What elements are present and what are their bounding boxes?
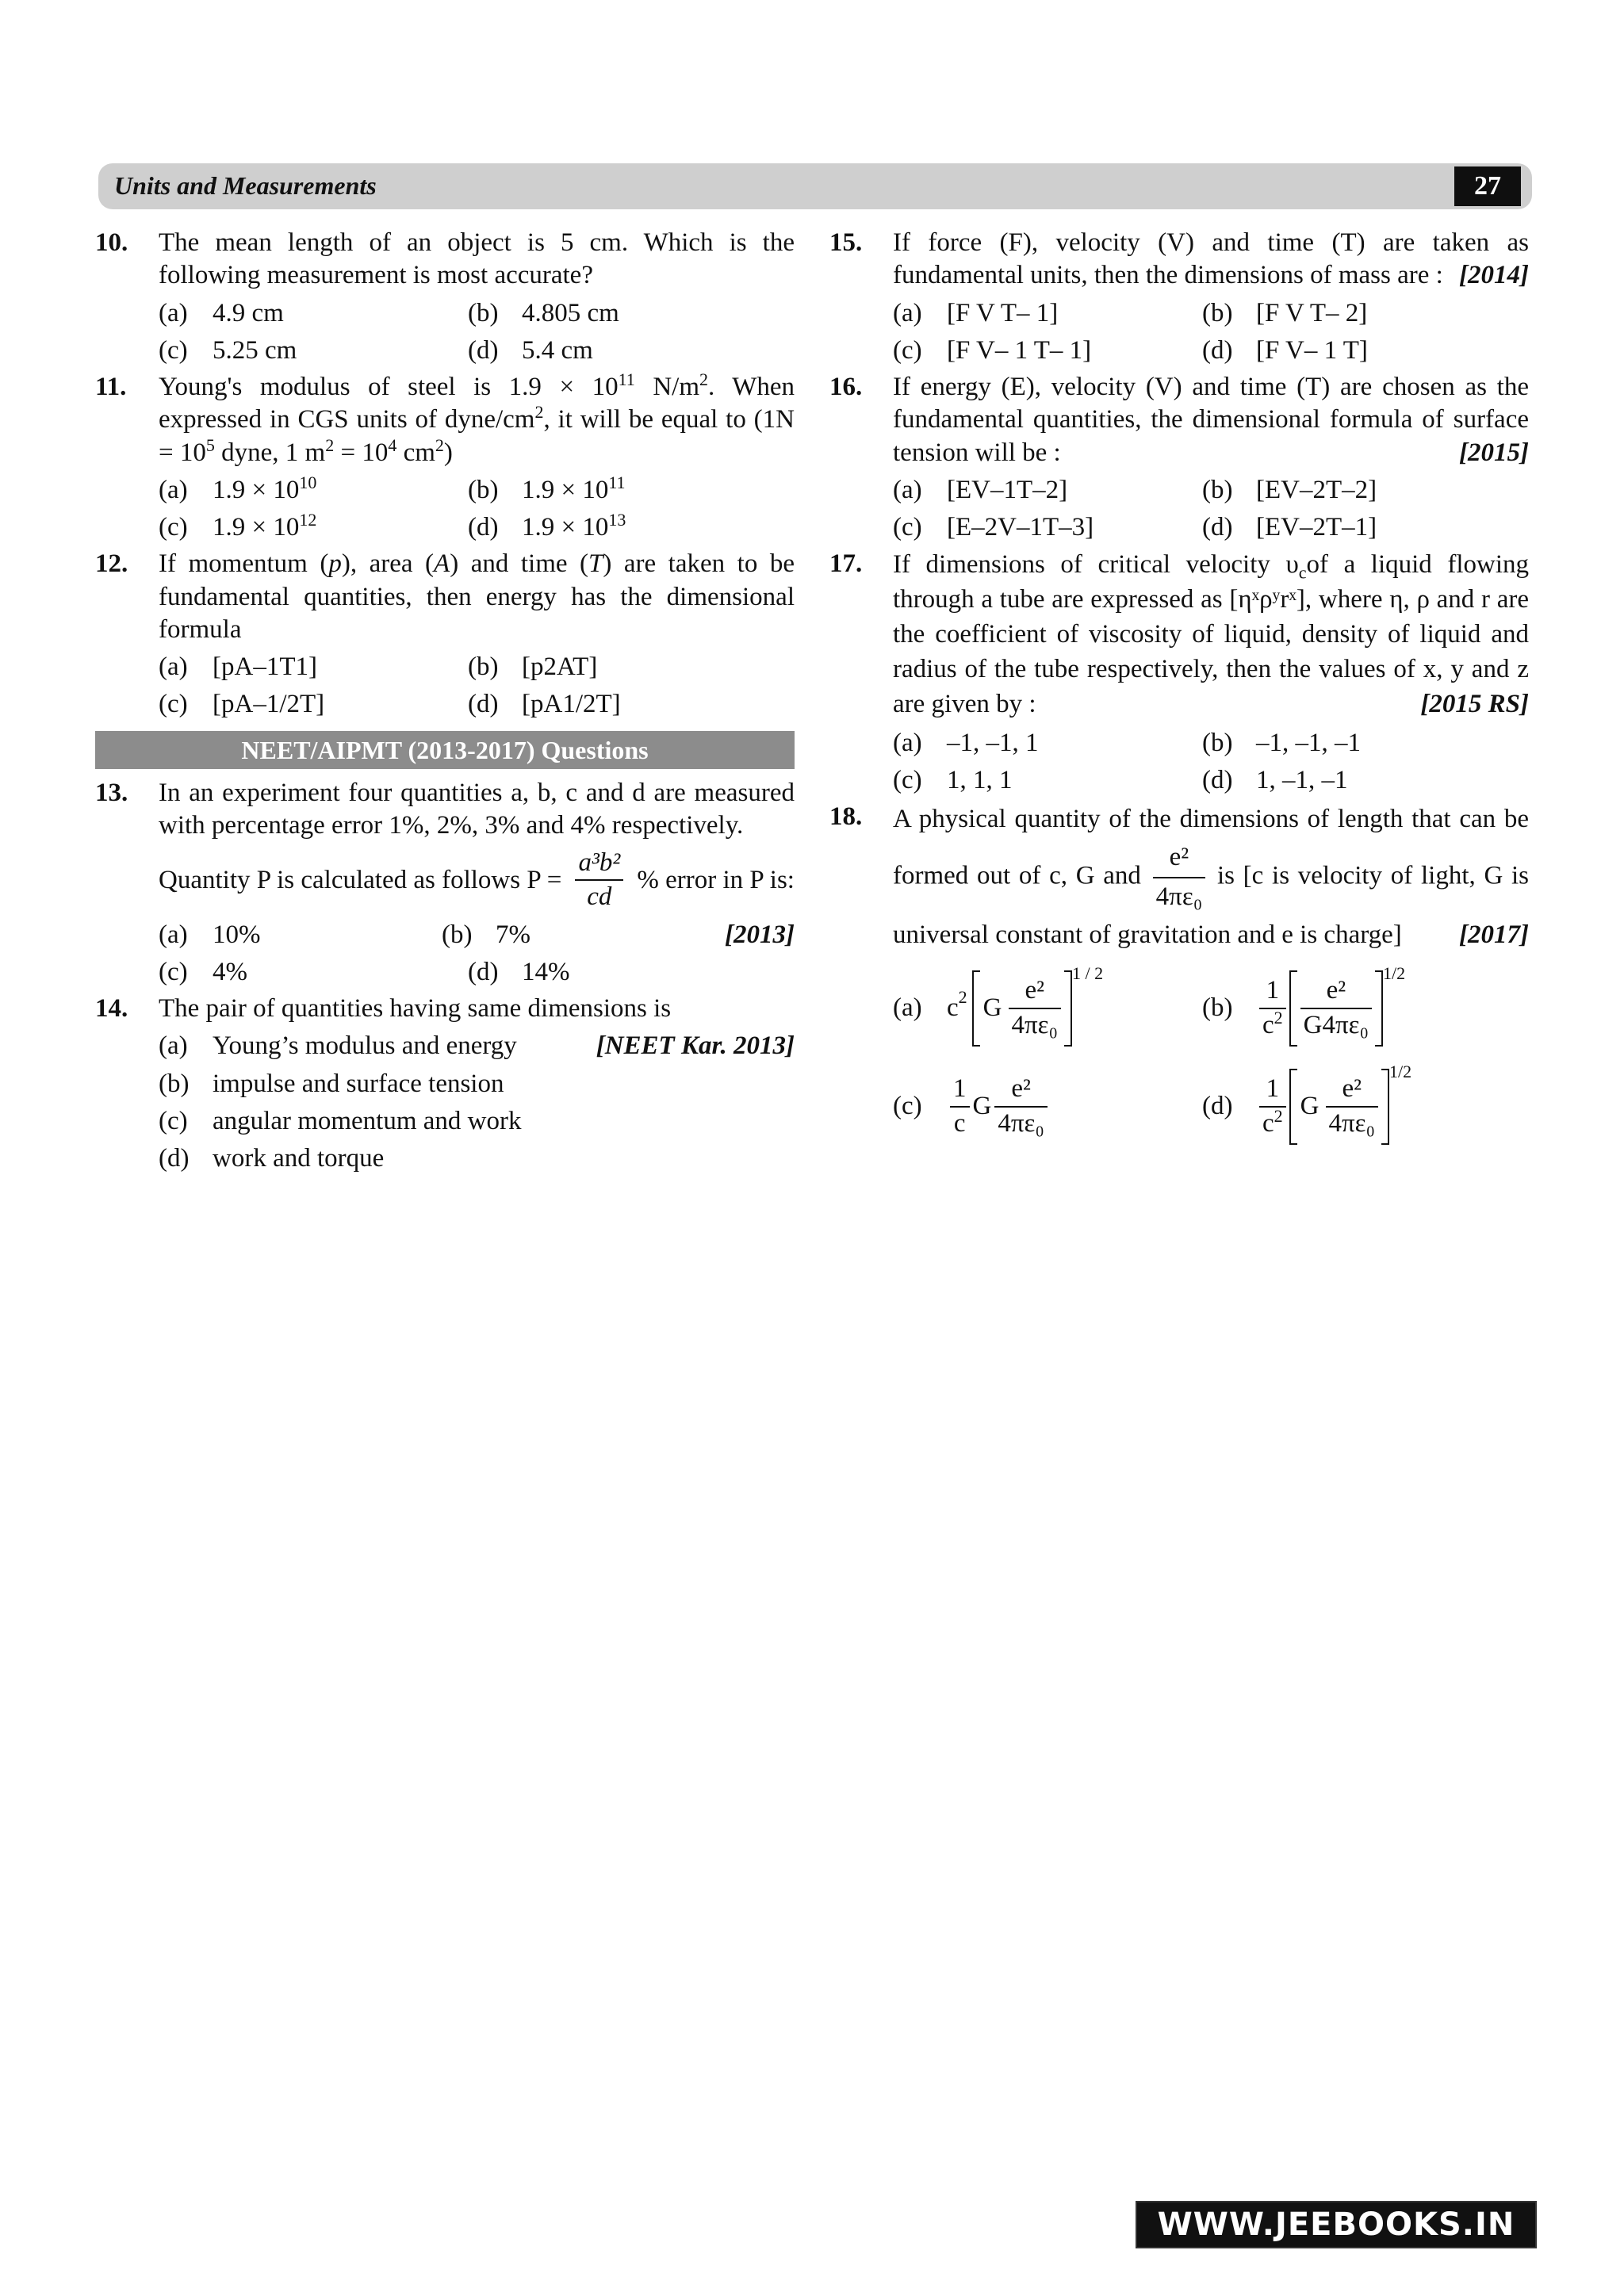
section-heading: NEET/AIPMT (2013-2017) Questions <box>95 731 795 769</box>
question-text: The mean length of an object is 5 cm. Which is the following measurement is most accurate? <box>159 228 795 290</box>
option-a: (a) –1, –1, 1 <box>893 728 1039 757</box>
question-13: 13. In an experiment four quantities a, b, c and d are measured with percentage error 1%, 2%, 3% and 4% respectively. Quantity P is calculated as follows P = $\frac{\text{a³b²}}{cd}$ % error in P is: <box>95 777 795 914</box>
option-c: (c) $1.9 \times 10^{12}$ <box>159 510 317 541</box>
option-a: (a) c $^2$ G $\frac{\text{e²}}{\text{4πε₀}}$ $^{1 / 2}$ <box>893 970 1202 1047</box>
options-11 <box>159 474 795 545</box>
option-b: (b) 7% <box>442 920 530 949</box>
option-c: (c) angular momentum and work <box>159 1106 522 1135</box>
question-text: If force (F), velocity (V) and time (T) are taken as fundamental units, then the dimensions of mass are : [2014] <box>893 227 1529 293</box>
option-b: (b) [F V T– 2] <box>1202 298 1368 327</box>
options-12 <box>159 651 795 721</box>
options-13 <box>159 919 795 989</box>
question-16 <box>829 371 1529 469</box>
watermark-link[interactable]: WWW.JEEBOOKS.IN <box>1136 2201 1537 2248</box>
option-c: (c) [E–2V–1T–3] <box>893 513 1094 541</box>
option-a: (a) [EV–1T–2] <box>893 475 1068 504</box>
option-c: (c) [pA–1/2T] <box>159 690 325 719</box>
question-text: If energy (E), velocity (V) and time (T) are chosen as the fundamental quantities, the dimensional formula of surface tension will be : [2015] <box>893 371 1529 469</box>
option-a: (a) 4.9 cm <box>159 298 284 327</box>
right-column <box>829 227 1529 1149</box>
question-number: 14. <box>95 994 128 1023</box>
question-number: 12. <box>95 549 128 579</box>
question-text: If dimensions of critical velocity $\upsilon_cof$ a liquid flowing through a tube are expressed as [ηˣρʸrˣ], where η, ρ and r are the coefficient of viscosity of liquid, density of liquid and radius of the tube respectively, then the values of x, y and z are given by : [2015 RS] <box>893 548 1529 721</box>
question-number: 18. <box>829 802 863 832</box>
year-tag: [2017] <box>1459 920 1529 949</box>
option-c: (c) 4% <box>159 957 247 986</box>
question-number: 16. <box>829 373 863 401</box>
option-d: (d) [EV–2T–1] <box>1202 513 1377 541</box>
question-12 <box>95 548 795 646</box>
option-a: (a) $1.9 \times 10^{10}$ <box>159 472 317 504</box>
option-d: (d) [pA1/2T] <box>468 690 621 719</box>
option-d: (d) 1, –1, –1 <box>1202 765 1348 794</box>
question-number: 11. <box>95 373 127 401</box>
options-15 <box>893 297 1529 368</box>
question-text: A physical quantity of the dimensions of length that can be formed out of c, G and $\frac{\text{e²}}{\text{4πε₀}}$ is [c is velocity of light, G is universal constant of gravitation and e is charge] [2017] <box>893 801 1529 954</box>
question-text: In an experiment four quantities a, b, c and d are measured with percentage error 1%, 2%, 3% and 4% respectively. <box>159 778 795 840</box>
options-14 <box>159 1030 795 1175</box>
option-c: (c) 5.25 cm <box>159 335 297 365</box>
left-column <box>95 227 795 1179</box>
question-18 <box>829 801 1529 954</box>
option-d: (d) $1.9 \times 10^{13}$ <box>468 510 626 541</box>
question-text: Young's modulus of steel is $1.9 \times 10^{11}$ $N/m^2$. When expressed in CGS units of dyne/$cm^2$, it will be equal to ($1N = 10^5$ dyne, 1 $m^2 = 10^4$ $cm^2$) <box>159 369 795 467</box>
options-16 <box>893 474 1529 545</box>
question-number: 10. <box>95 228 128 257</box>
option-b: (b) [p2AT] <box>468 652 598 681</box>
option-c: (c) 1, 1, 1 <box>893 765 1013 794</box>
year-tag: [NEET Kar. 2013] <box>596 1031 795 1061</box>
question-number: 15. <box>829 228 863 257</box>
options-17 <box>893 727 1529 798</box>
option-d: (d) $\frac{1}{c^2}$ G $\frac{\text{e²}}{\text{4πε₀}}$ $^{1/2}$ <box>1202 1069 1511 1145</box>
option-d: (d) 14% <box>468 957 570 986</box>
fraction: $\frac{\text{e²}}{\text{4πε₀}}$ <box>1153 839 1206 916</box>
question-text: If momentum (p), area (A) and time (T) are taken to be fundamental quantities, then energy has the dimensional formula <box>159 549 795 644</box>
year-tag: [2015] <box>1459 438 1529 467</box>
question-11 <box>95 371 795 469</box>
question-number: 13. <box>95 778 128 807</box>
option-d: (d) [F V– 1 T] <box>1202 335 1368 365</box>
option-c: (c) [F V– 1 T– 1] <box>893 335 1092 365</box>
chapter-title: Units and Measurements <box>114 171 377 200</box>
options-18 <box>893 962 1529 1145</box>
option-c: (c) $\frac{1}{c}$ G $\frac{\text{e²}}{\text{4πε₀}}$ <box>893 1069 1202 1145</box>
question-text: The pair of quantities having same dimensions is <box>159 994 672 1023</box>
fraction: $\frac{\text{a³b²}}{cd}$ <box>575 847 623 914</box>
option-b: (b) [EV–2T–2] <box>1202 475 1377 504</box>
option-a: (a) [pA–1T1] <box>159 652 317 681</box>
page-header <box>98 163 1532 209</box>
question-number: 17. <box>829 549 863 579</box>
option-d: (d) 5.4 cm <box>468 335 593 365</box>
option-b: (b) –1, –1, –1 <box>1202 728 1361 757</box>
option-b: (b) $\frac{1}{c^2}$ $\frac{\text{e²}}{\text{G4πε₀}}$ $^{1/2}$ <box>1202 970 1511 1047</box>
options-10 <box>159 297 795 368</box>
year-tag: [2013] <box>725 920 795 949</box>
option-a: (a) [F V T– 1] <box>893 298 1059 327</box>
option-a: (a) Young’s modulus and energy [NEET Kar. 2013] <box>159 1030 795 1062</box>
option-b: (b) $1.9 \times 10^{11}$ <box>468 472 626 504</box>
year-tag: [2015 RS] <box>1420 689 1529 718</box>
question-14 <box>95 993 795 1025</box>
year-tag: [2014] <box>1459 261 1529 290</box>
option-a: (a) 10% <box>159 920 261 949</box>
question-15 <box>829 227 1529 293</box>
option-b: (b) impulse and surface tension <box>159 1069 504 1098</box>
question-17 <box>829 548 1529 721</box>
option-b: (b) 4.805 cm <box>468 298 619 327</box>
option-d: (d) work and torque <box>159 1144 385 1173</box>
question-10 <box>95 227 795 293</box>
page-number: 27 <box>1454 166 1521 206</box>
